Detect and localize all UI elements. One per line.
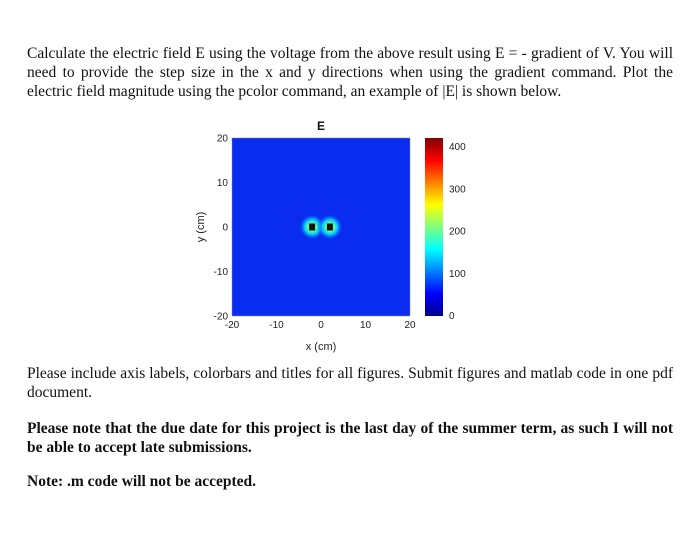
y-tick-label: 20 bbox=[216, 133, 228, 145]
conductor-0 bbox=[309, 224, 315, 231]
conductor-1 bbox=[327, 224, 333, 231]
y-axis-label: y (cm) bbox=[195, 211, 207, 243]
instructions-paragraph: Calculate the electric field E using the voltage from the above result using E = - gradient of V. You will need to provide the step size in the x and y directions when using the gradient command. Plot the electric field magnitude using the pcolor command, an example of |E| is shown below. bbox=[27, 45, 673, 100]
colorbar-tick-label: 100 bbox=[449, 269, 466, 281]
field-hotspots bbox=[299, 214, 343, 240]
due-date-note: Please note that the due date for this project is the last day of the summer term, as such I will not be able to accept late submissions. bbox=[27, 420, 673, 456]
y-tick-label: -20 bbox=[213, 311, 228, 323]
colorbar-tick-label: 400 bbox=[449, 141, 466, 153]
colorbar-tick-label: 300 bbox=[449, 184, 466, 196]
colorbar bbox=[425, 138, 443, 316]
x-tick-label: 20 bbox=[404, 320, 416, 331]
code-format-note: Note: .m code will not be accepted. bbox=[27, 473, 257, 490]
x-axis-label: x (cm) bbox=[305, 341, 337, 353]
x-tick-label: 0 bbox=[318, 320, 324, 331]
x-tick-label: -20 bbox=[224, 320, 240, 331]
x-tick-labels bbox=[225, 320, 416, 331]
colorbar-tick-label: 0 bbox=[449, 311, 455, 322]
requirements-paragraph: Please include axis labels, colorbars and titles for all figures. Submit figures and matlab code in one pdf document. bbox=[27, 365, 673, 401]
y-tick-label: 10 bbox=[216, 178, 228, 189]
y-tick-label: -10 bbox=[213, 267, 228, 278]
electric-field-figure bbox=[180, 116, 480, 356]
y-tick-label: 0 bbox=[222, 222, 228, 234]
x-tick-label: -10 bbox=[269, 320, 284, 331]
colorbar-tick-label: 200 bbox=[449, 226, 466, 238]
colorbar-tick-labels bbox=[449, 142, 466, 322]
x-tick-label: 10 bbox=[359, 320, 372, 331]
y-tick-labels bbox=[214, 134, 229, 323]
chart-title: E bbox=[316, 119, 326, 133]
